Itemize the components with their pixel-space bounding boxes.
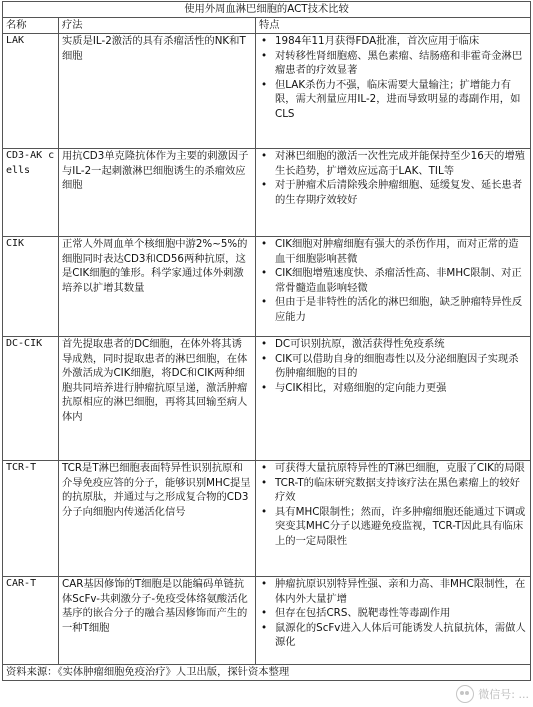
row-features — [256, 577, 531, 665]
feature-item: • CIK细胞对肿瘤细胞有强大的杀伤作用，而对正常的造血干细胞影响甚微 — [259, 237, 527, 266]
row-name: CAR-T — [3, 577, 59, 665]
table-header-row — [3, 18, 531, 34]
table-row — [3, 461, 531, 577]
header-features: 特点 — [256, 18, 531, 34]
table-title: 使用外周血淋巴细胞的ACT技术比较 — [3, 2, 531, 18]
watermark-text: 微信号: ... — [478, 688, 529, 701]
row-name: CIK — [3, 237, 59, 337]
feature-item: • CIK细胞增殖速度快、杀瘤活性高、非MHC限制、对正常骨髓造血影响轻微 — [259, 266, 527, 295]
feature-item: • 对于肿瘤术后清除残余肿瘤细胞、延缓复发、延长患者的生存期疗效较好 — [259, 178, 527, 207]
row-name: CD3-AK cells — [3, 149, 59, 237]
row-features — [256, 149, 531, 237]
row-features — [256, 34, 531, 149]
table-row — [3, 149, 531, 237]
feature-item: • 与CIK相比，对癌细胞的定向能力更强 — [259, 381, 527, 396]
source-row — [3, 665, 531, 681]
header-name: 名称 — [3, 18, 59, 34]
feature-item: • 但LAK杀伤力不强，临床需要大量输注；扩增能力有限，需大剂量应用IL-2，进而导致明显的毒副作用，如CLS — [259, 78, 527, 122]
row-name: TCR-T — [3, 461, 59, 577]
feature-item: • 1984年11月获得FDA批准，首次应用于临床 — [259, 34, 527, 49]
feature-item: • 具有MHC限制性；然而，许多肿瘤细胞还能通过下调或突变其MHC分子以逃避免疫监视，TCR-T因此具有临床上的一定局限性 — [259, 505, 527, 549]
act-comparison-table — [2, 1, 531, 681]
row-features — [256, 237, 531, 337]
feature-item: • 可获得大量抗原特异性的T淋巴细胞，克服了CIK的局限 — [259, 461, 527, 476]
wechat-logo-icon — [456, 685, 474, 703]
row-therapy: TCR是T淋巴细胞表面特异性识别抗原和介导免疫应答的分子，能够识别MHC提呈的抗原肽，并通过与之形成复合物的CD3分子向细胞内传递活化信号 — [59, 461, 256, 577]
table-row — [3, 337, 531, 461]
row-therapy: 正常人外周血单个核细胞中游2%~5%的细胞同时表达CD3和CD56两种抗原，这是CIK细胞的雏形。科学家通过体外刺激培养以扩增其数量 — [59, 237, 256, 337]
feature-item: • 但由于是非特性的活化的淋巴细胞，缺乏肿瘤特异性反应能力 — [259, 295, 527, 324]
source-note: 资料来源：《实体肿瘤细胞免疫治疗》人卫出版，探针资本整理 — [3, 665, 531, 681]
table-row — [3, 577, 531, 665]
feature-item: • TCR-T的临床研究数据支持该疗法在黑色素瘤上的较好疗效 — [259, 476, 527, 505]
watermark — [456, 685, 529, 703]
feature-item: • DC可识别抗原，激活获得性免疫系统 — [259, 337, 527, 352]
row-therapy: 首先提取患者的DC细胞，在体外将其诱导成熟，同时提取患者的淋巴细胞，在体外激活成为CIK细胞，将DC和CIK两种细胞共同培养进行肿瘤抗原呈递，激活肿瘤抗原相应的淋巴细胞，再将其回输至病人体内 — [59, 337, 256, 461]
row-features — [256, 337, 531, 461]
row-therapy: 实质是IL-2激活的具有杀瘤活性的NK和T细胞 — [59, 34, 256, 149]
feature-item: • 但存在包括CRS、脱靶毒性等毒副作用 — [259, 606, 527, 621]
header-therapy: 疗法 — [59, 18, 256, 34]
row-therapy: CAR基因修饰的T细胞是以能编码单链抗体ScFv-共刺激分子-免疫受体络氨酸活化基序的嵌合分子的融合基因修饰而产生的一种T细胞 — [59, 577, 256, 665]
feature-item: • 对淋巴细胞的激活一次性完成并能保持至少16天的增殖生长趋势，扩增效应远高于LAK、TIL等 — [259, 149, 527, 178]
feature-item: • 鼠源化的ScFv进入人体后可能诱发人抗鼠抗体，需做人源化 — [259, 621, 527, 650]
row-name: LAK — [3, 34, 59, 149]
table-row — [3, 237, 531, 337]
feature-item: • 肿瘤抗原识别特异性强、亲和力高、非MHC限制性，在体内外大量扩增 — [259, 577, 527, 606]
feature-item: • 对转移性肾细胞癌、黑色素瘤、结肠癌和非霍奇金淋巴瘤患者的疗效显著 — [259, 49, 527, 78]
table-row — [3, 34, 531, 149]
row-features — [256, 461, 531, 577]
row-name: DC-CIK — [3, 337, 59, 461]
feature-item: • CIK可以借助自身的细胞毒性以及分泌细胞因子实现杀伤肿瘤细胞的目的 — [259, 352, 527, 381]
row-therapy: 用抗CD3单克隆抗体作为主要的刺激因子与IL-2一起刺激淋巴细胞诱生的杀瘤效应细胞 — [59, 149, 256, 237]
